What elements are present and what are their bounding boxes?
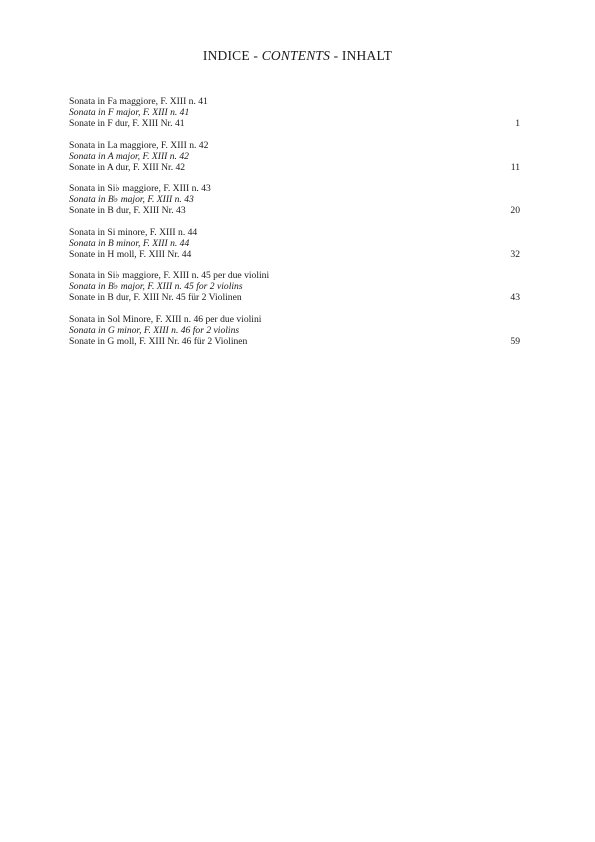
toc-entry[interactable] (69, 183, 520, 227)
entry-title-italian: Sonata in Fa maggiore, F. XIII n. 41 (69, 96, 208, 107)
entry-title-english: Sonata in B minor, F. XIII n. 44 (69, 237, 190, 249)
entry-title-italian: Sonata in La maggiore, F. XIII n. 42 (69, 139, 209, 151)
entry-title-italian: Sonata in Si♭ maggiore, F. XIII n. 43 (69, 183, 211, 194)
entry-title-english: Sonata in G minor, F. XIII n. 46 for 2 violins (69, 324, 240, 336)
entry-title-german: Sonate in B dur, F. XIII Nr. 43 (69, 205, 186, 217)
entry-title-english: Sonata in B♭ major, F. XIII n. 45 for 2 violins (69, 281, 243, 293)
page-number: 32 (510, 248, 520, 260)
entry-title-english: Sonata in F major, F. XIII n. 41 (69, 107, 190, 119)
entry-title-german: Sonate in G moll, F. XIII Nr. 46 für 2 Violinen (69, 335, 248, 347)
toc-entry[interactable] (69, 96, 520, 140)
title-inhalt: - INHALT (330, 48, 393, 63)
entry-title-english: Sonata in A major, F. XIII n. 42 (69, 150, 189, 162)
page-title (0, 48, 595, 64)
entry-title-german: Sonate in F dur, F. XIII Nr. 41 (69, 118, 185, 130)
entry-title-italian: Sonata in Si minore, F. XIII n. 44 (69, 226, 198, 238)
page-number: 11 (510, 161, 520, 173)
page-number: 59 (510, 335, 520, 347)
entry-title-italian: Sonata in Si♭ maggiore, F. XIII n. 45 per due violini (69, 270, 270, 281)
entry-title-english: Sonata in B♭ major, F. XIII n. 43 (69, 194, 194, 206)
entry-title-german: Sonate in A dur, F. XIII Nr. 42 (69, 161, 186, 173)
entry-title-german: Sonate in H moll, F. XIII Nr. 44 (69, 248, 192, 260)
page-number: 43 (510, 292, 520, 304)
toc-entry[interactable] (69, 314, 520, 358)
entry-title-italian: Sonata in Sol Minore, F. XIII n. 46 per due violini (69, 313, 262, 325)
title-indice: INDICE - (202, 48, 262, 63)
toc-entry[interactable] (69, 227, 520, 271)
title-contents: CONTENTS (261, 48, 331, 63)
toc-entry[interactable] (69, 270, 520, 314)
table-of-contents (69, 96, 520, 357)
entry-title-german: Sonate in B dur, F. XIII Nr. 45 für 2 Violinen (69, 292, 242, 304)
page-number: 1 (515, 118, 520, 130)
toc-entry[interactable] (69, 140, 520, 184)
page-number: 20 (510, 205, 520, 217)
